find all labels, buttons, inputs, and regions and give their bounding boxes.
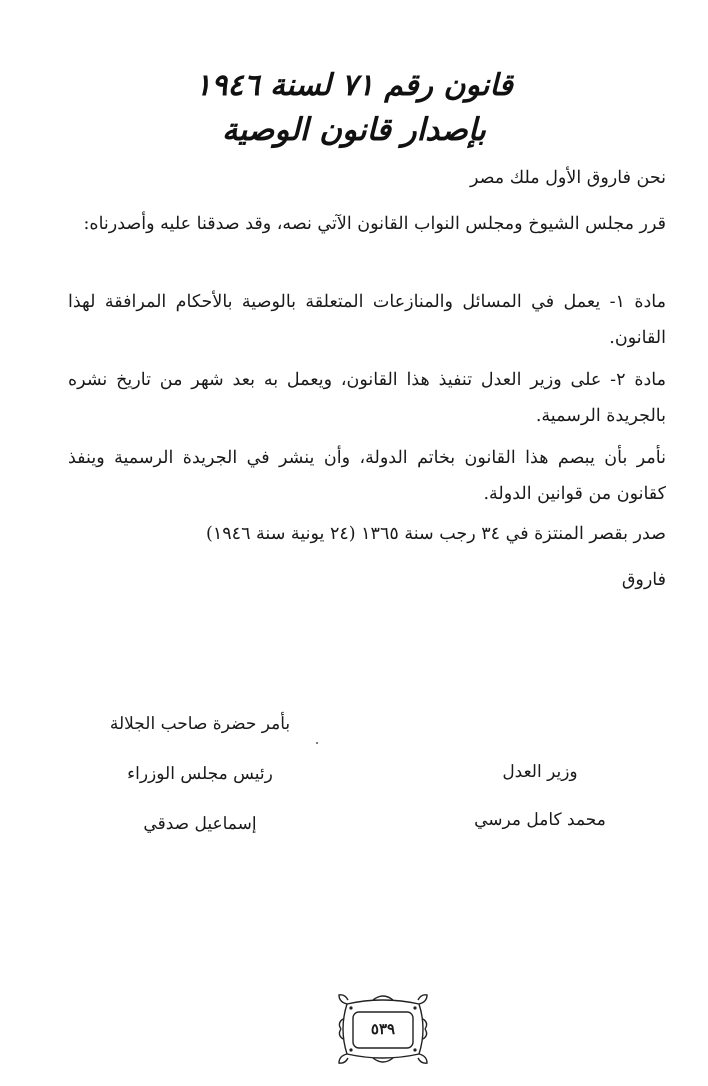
justice-minister-name: محمد كامل مرسي xyxy=(474,810,606,830)
ruler-line: نحن فاروق الأول ملك مصر xyxy=(469,168,666,188)
prime-minister-name: إسماعيل صدقي xyxy=(143,814,257,834)
order-paragraph: نأمر بأن يبصم هذا القانون بخاتم الدولة، وأن ينشر في الجريدة الرسمية وينفذ كقانون من قوانين الدولة. xyxy=(68,448,666,504)
page-number: ٥٣٩ xyxy=(370,1020,396,1038)
page-number-ornament xyxy=(333,990,433,1068)
ink-dot xyxy=(316,742,318,744)
king-signature: فاروق xyxy=(621,570,666,590)
article-1: مادة ١- يعمل في المسائل والمنازعات المتعلقة بالوصية بالأحكام المرافقة لهذا القانون. xyxy=(68,292,666,348)
law-title: قانون رقم ٧١ لسنة ١٩٤٦ xyxy=(195,68,513,103)
by-order-line: بأمر حضرة صاحب الجلالة xyxy=(109,714,291,734)
preamble-paragraph: قرر مجلس الشيوخ ومجلس النواب القانون الآتي نصه، وقد صدقنا عليه وأصدرناه: xyxy=(83,214,666,234)
prime-minister-title: رئيس مجلس الوزراء xyxy=(127,764,273,784)
justice-minister-title: وزير العدل xyxy=(502,762,578,782)
article-2: مادة ٢- على وزير العدل تنفيذ هذا القانون، ويعمل به بعد شهر من تاريخ نشره بالجريدة الرسمية. xyxy=(68,370,666,426)
issued-date-line: صدر بقصر المنتزة في ٣٤ رجب سنة ١٣٦٥ (٢٤ يونية سنة ١٩٤٦) xyxy=(206,524,666,544)
law-subtitle: بإصدار قانون الوصية xyxy=(222,112,486,148)
